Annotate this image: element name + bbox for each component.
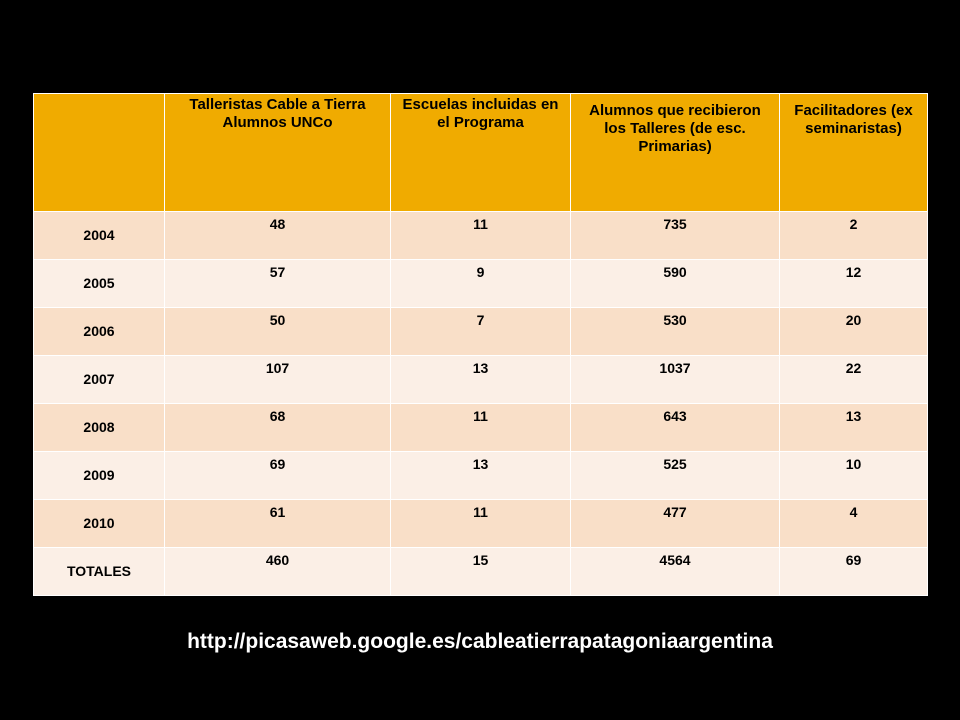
table-cell: 13	[780, 404, 928, 452]
totals-label: TOTALES	[34, 548, 165, 596]
source-url: http://picasaweb.google.es/cableatierrapatagoniaargentina	[187, 630, 773, 653]
table-cell: 13	[391, 356, 571, 404]
table-cell: 57	[165, 260, 391, 308]
table-cell: 22	[780, 356, 928, 404]
row-label: 2005	[34, 260, 165, 308]
row-label: 2010	[34, 500, 165, 548]
table-cell: 735	[571, 212, 780, 260]
row-label: 2007	[34, 356, 165, 404]
table-cell: 68	[165, 404, 391, 452]
table-row	[34, 260, 928, 308]
table-cell: 48	[165, 212, 391, 260]
table-cell: 9	[391, 260, 571, 308]
header-row	[34, 94, 928, 212]
table-cell: 7	[391, 308, 571, 356]
table-cell: 107	[165, 356, 391, 404]
table-row	[34, 404, 928, 452]
header-cell-year	[34, 94, 165, 212]
table-cell: 530	[571, 308, 780, 356]
totals-row	[34, 548, 928, 596]
table-cell: 61	[165, 500, 391, 548]
total-cell: 15	[391, 548, 571, 596]
table-cell: 643	[571, 404, 780, 452]
table-cell: 4	[780, 500, 928, 548]
total-cell: 460	[165, 548, 391, 596]
table-row	[34, 356, 928, 404]
total-cell: 69	[780, 548, 928, 596]
table-cell: 69	[165, 452, 391, 500]
table-cell: 11	[391, 404, 571, 452]
table-cell: 13	[391, 452, 571, 500]
table-cell: 590	[571, 260, 780, 308]
header-cell-escuelas: Escuelas incluidas en el Programa	[391, 94, 571, 212]
row-label: 2008	[34, 404, 165, 452]
table-row	[34, 500, 928, 548]
total-cell: 4564	[571, 548, 780, 596]
header-cell-alumnos: Alumnos que recibieron los Talleres (de esc. Primarias)	[571, 94, 780, 212]
table-cell: 10	[780, 452, 928, 500]
table-cell: 477	[571, 500, 780, 548]
table-cell: 50	[165, 308, 391, 356]
table-cell: 525	[571, 452, 780, 500]
row-label: 2004	[34, 212, 165, 260]
table-cell: 1037	[571, 356, 780, 404]
table-cell: 12	[780, 260, 928, 308]
header-cell-facilitadores: Facilitadores (ex seminaristas)	[780, 94, 928, 212]
table-row	[34, 212, 928, 260]
table-row	[34, 308, 928, 356]
row-label: 2009	[34, 452, 165, 500]
statistics-table	[33, 93, 928, 596]
table-row	[34, 452, 928, 500]
row-label: 2006	[34, 308, 165, 356]
header-cell-talleristas: Talleristas Cable a Tierra Alumnos UNCo	[165, 94, 391, 212]
table-cell: 11	[391, 500, 571, 548]
table-cell: 11	[391, 212, 571, 260]
table-cell: 20	[780, 308, 928, 356]
table-cell: 2	[780, 212, 928, 260]
